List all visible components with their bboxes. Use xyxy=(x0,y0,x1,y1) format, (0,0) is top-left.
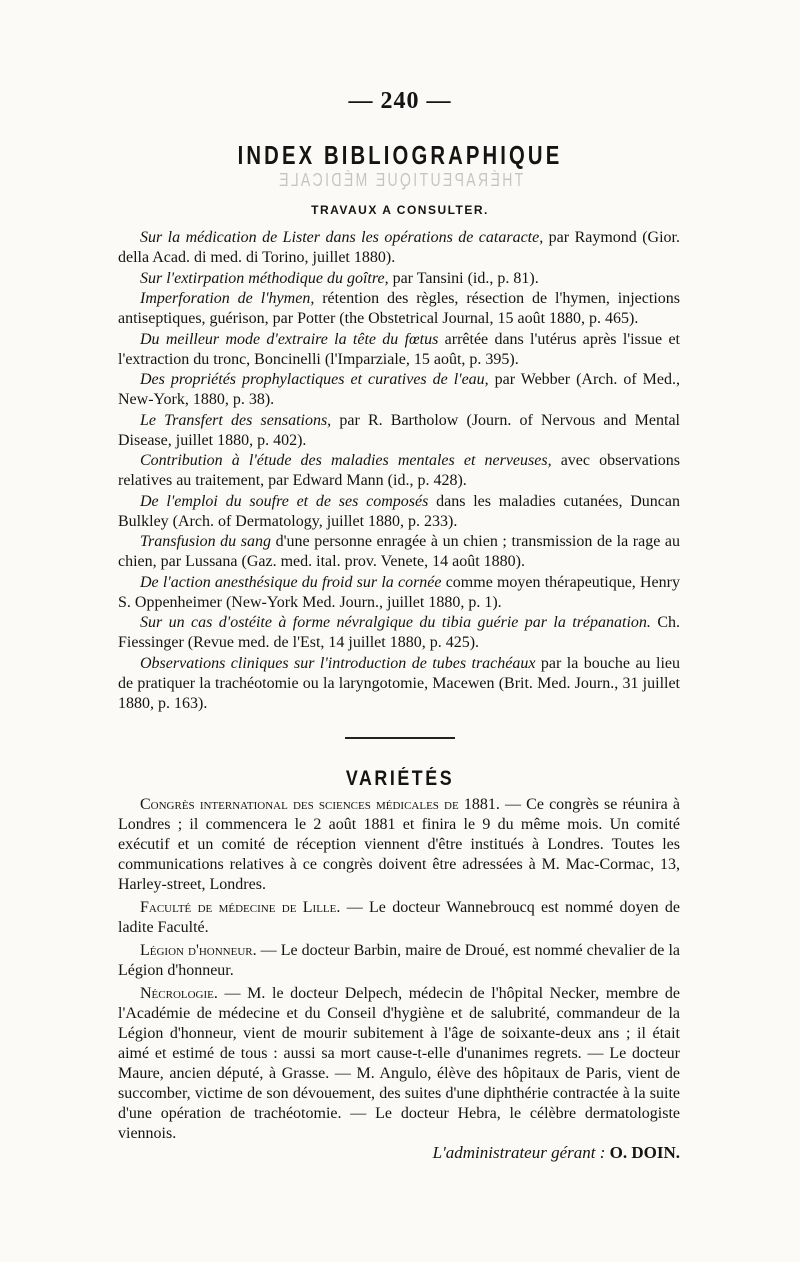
news-item-lead: Nécrologie. xyxy=(140,985,218,1002)
entry-details: par R. Bartholow (Journ. of Nervous and Mental Disease, juillet 1880, p. 402). xyxy=(118,411,680,449)
entry-details: par la bouche au lieu de pratiquer la trachéotomie ou la laryngotomie, Macewen (Brit. Med. Journ., 31 juillet 1880, p. 163). xyxy=(118,654,681,712)
entry-details: comme moyen thérapeutique, Henry S. Oppenheimer (New-York Med. Journ., juillet 1880, p. 1). xyxy=(118,573,680,611)
entry-details: rétention des règles, résection de l'hymen, injections antiseptiques, guérison, par Potter (the Obstetrical Journal, 15 août 1880, p. 465). xyxy=(118,290,680,327)
bibliography-entry xyxy=(118,228,680,268)
news-item-lead: Légion d'honneur. xyxy=(140,942,257,959)
news-item xyxy=(118,941,680,981)
entry-title: De l'action anesthésique du froid sur la cornée xyxy=(140,573,442,591)
news-item-text: — Ce congrès se réunira à Londres ; il commencera le 2 août 1881 et finira le 9 du même mois. Un comité exécutif et un comité de réception viennent d'être institués à Londres. Toutes les communications relatives à ce congrès doivent être adressées à M. Mac-Cormac, 13, Harley-street, Londres. xyxy=(118,796,681,893)
bibliography-entry xyxy=(118,613,680,653)
page-number: — 240 — xyxy=(348,88,452,114)
entry-details: dans les maladies cutanées, Duncan Bulkley (Arch. of Dermatology, juillet 1880, p. 233). xyxy=(118,492,681,530)
entry-details: Ch. Fiessinger (Revue med. de l'Est, 14 juillet 1880, p. 425). xyxy=(118,614,680,651)
administrator-label: L'administrateur gérant : xyxy=(432,1143,606,1162)
entry-title: Du meilleur mode d'extraire la tête du fœtus xyxy=(140,330,439,348)
entry-title: Observations cliniques sur l'introduction de tubes trachéaux xyxy=(140,654,536,672)
news-item-text: — Le docteur Barbin, maire de Droué, est nommé chevalier de la Légion d'honneur. xyxy=(118,942,680,979)
bibliography-entry xyxy=(118,573,680,613)
travaux-list xyxy=(118,228,680,714)
entry-title: Sur l'extirpation méthodique du goître, xyxy=(140,269,389,287)
varietes-heading: VARIÉTÉS xyxy=(345,767,455,790)
index-title: INDEX BIBLIOGRAPHIQUE xyxy=(237,140,563,170)
entry-title: Contribution à l'étude des maladies mentales et nerveuses, xyxy=(140,452,552,469)
entry-details: d'une personne enragée à un chien ; transmission de la rage au chien, par Lussana (Gaz. med. ital. prov. Venete, 14 août 1880). xyxy=(118,533,681,570)
bibliography-entry xyxy=(118,330,680,370)
entry-title: Des propriétés prophylactiques et curatives de l'eau, xyxy=(140,371,489,388)
news-item xyxy=(118,795,680,895)
entry-details: avec observations relatives au traitement, par Edward Mann (id., p. 428). xyxy=(118,452,680,489)
news-item-text: — M. le docteur Delpech, médecin de l'hôpital Necker, membre de l'Académie de médecine et du Conseil d'hygiène et de salubrité, commandeur de la Légion d'honneur, vient de mourir subitement à l'âge de soixante-deux ans ; il était aimé et estimé de tous : aussi sa mort cause-t-elle d'unanimes regrets. — Le docteur Maure, ancien député, à Grasse. — M. Angulo, élève des hôpitaux de Paris, vient de succomber, victime de son dévouement, des suites d'une diphthérie contractée à la suite d'une opération de trachéotomie. — Le docteur Hebra, le célèbre dermatologiste viennois. xyxy=(118,985,680,1142)
varietes-list xyxy=(118,795,680,1147)
entry-details: par Webber (Arch. of Med., New-York, 1880, p. 38). xyxy=(118,371,680,408)
bibliography-entry xyxy=(118,370,680,410)
news-item-lead: Faculté de médecine de Lille. xyxy=(140,899,341,916)
bibliography-entry xyxy=(118,269,680,289)
entry-title: Sur la médication de Lister dans les opérations de cataracte, xyxy=(140,229,544,246)
entry-title: Transfusion du sang xyxy=(140,533,272,550)
bibliography-entry xyxy=(118,289,680,329)
entry-title: De l'emploi du soufre et de ses composés xyxy=(140,492,429,510)
entry-details: arrêtée dans l'utérus après l'issue et l'extraction du tronc, Boncinelli (l'Imparziale, 15 août, p. 395). xyxy=(118,330,680,368)
bleed-through-mirrored-text: THÉRAPEUTIQUE MÉDICALE xyxy=(276,170,524,190)
bibliography-entry xyxy=(118,492,680,532)
entry-title: Sur un cas d'ostéite à forme névralgique du tibia guérie par la trépanation. xyxy=(140,614,651,631)
news-item-text: — Le docteur Wannebroucq est nommé doyen de ladite Faculté. xyxy=(118,899,680,936)
bibliography-entry xyxy=(118,532,680,572)
bibliography-entry xyxy=(118,451,680,491)
administrator-signature xyxy=(118,1143,680,1163)
administrator-name: O. DOIN. xyxy=(609,1143,680,1162)
entry-details: par Tansini (id., p. 81). xyxy=(388,269,539,287)
news-item xyxy=(118,984,680,1144)
news-item xyxy=(118,898,680,938)
news-item-lead: Congrès international des sciences médicales de 1881. xyxy=(140,796,500,813)
travaux-heading: TRAVAUX A CONSULTER. xyxy=(311,203,489,217)
bibliography-entry xyxy=(118,411,680,451)
entry-title: Imperforation de l'hymen, xyxy=(140,290,315,307)
bibliography-entry xyxy=(118,654,680,714)
entry-details: par Raymond (Gior. della Acad. di med. di Torino, juillet 1880). xyxy=(118,229,681,266)
entry-title: Le Transfert des sensations, xyxy=(140,411,332,429)
section-divider xyxy=(345,737,455,739)
